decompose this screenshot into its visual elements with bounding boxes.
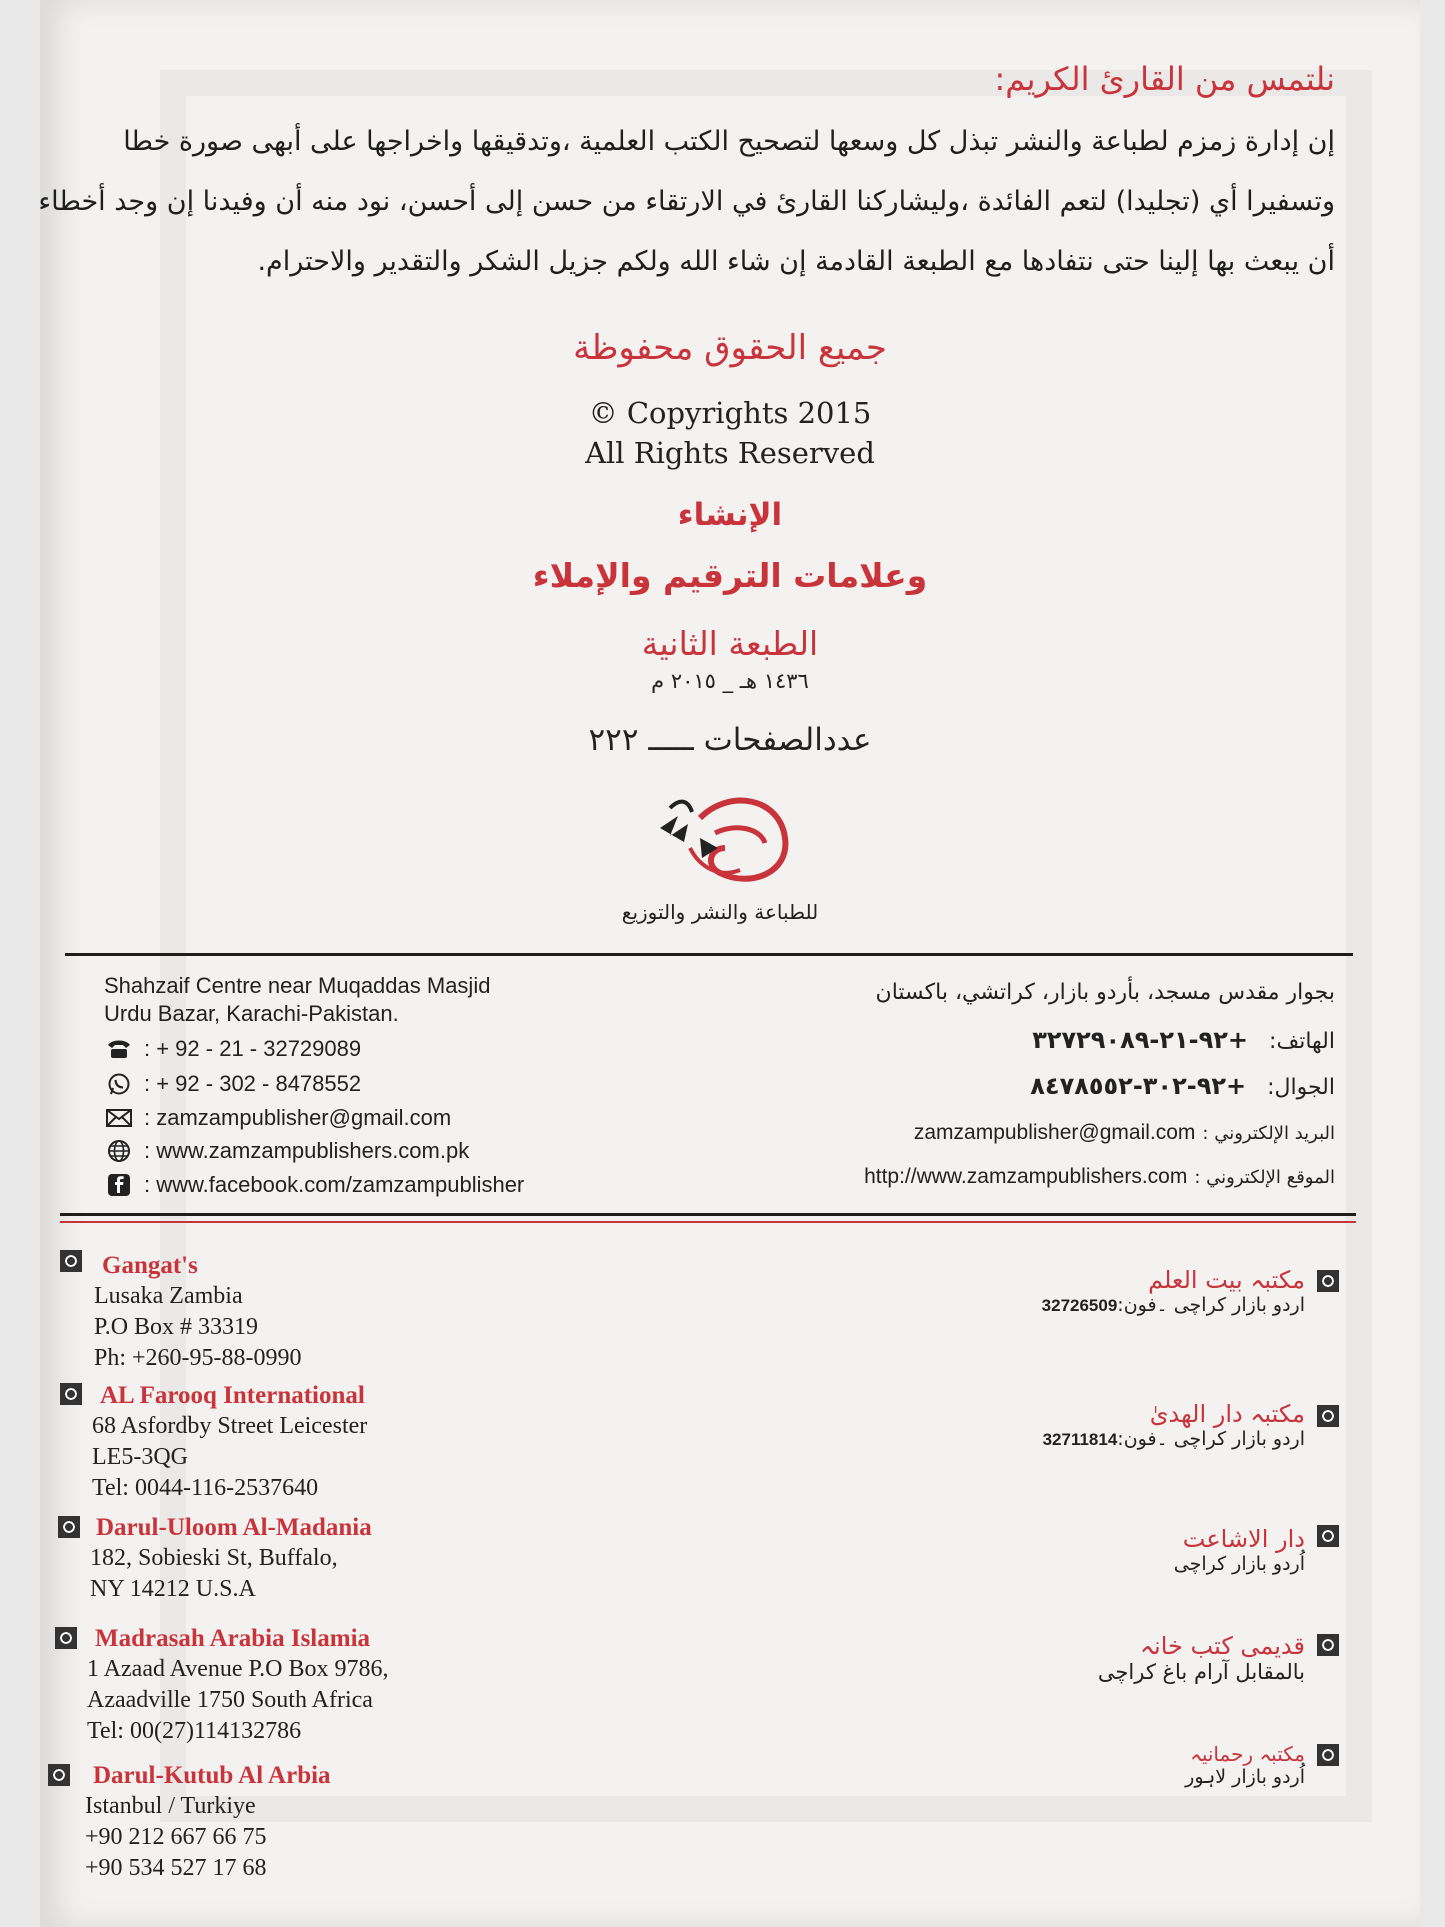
distributor-line: LE5-3QG: [92, 1444, 188, 1470]
phone-arabic-row: [1032, 1026, 1335, 1054]
notice-title: نلتمس من القارئ الكريم:: [994, 60, 1335, 98]
distributor-name: Darul-Uloom Al-Madania: [96, 1514, 372, 1541]
distributor-line: Ph: +260-95-88-0990: [94, 1345, 302, 1371]
urdu-distributor-entry: [1098, 1632, 1305, 1684]
distributor-name: Gangat's: [102, 1252, 198, 1279]
email-arabic-row: [914, 1120, 1335, 1145]
facebook-icon: [104, 1173, 134, 1197]
distributor-entry: [94, 1250, 302, 1374]
urdu-distributor-entry: [1042, 1266, 1305, 1316]
distributor-entry: [90, 1512, 372, 1605]
distributor-name: Madrasah Arabia Islamia: [95, 1625, 371, 1652]
website-value: http://www.zamzampublishers.com: [864, 1165, 1188, 1188]
distributor-entry: [92, 1380, 367, 1504]
distributor-line: Lusaka Zambia: [94, 1283, 243, 1309]
distributor-line: Istanbul / Turkiye: [85, 1793, 256, 1819]
urdu-distributor-line: [1042, 1294, 1305, 1316]
urdu-distributor-name: قدیمی کتب خانہ: [1139, 1632, 1305, 1660]
whatsapp-row: [104, 1071, 361, 1097]
address-line: Urdu Bazar, Karachi-Pakistan.: [104, 1001, 399, 1026]
urdu-distributor-name: مکتبہ بیت العلم: [1148, 1266, 1305, 1294]
phone-value: +٩٢-٢١-٣٢٧٢٩٠٨٩: [1032, 1026, 1249, 1054]
distributor-line: Tel: 0044-116-2537640: [92, 1475, 319, 1501]
urdu-distributor-name: مکتبہ رحمانیہ: [1190, 1742, 1305, 1766]
bullet-icon: [60, 1383, 82, 1405]
logo-subtitle: للطباعة والنشر والتوزيع: [621, 900, 819, 924]
urdu-distributor-line: اُردو بازار کراچی: [1173, 1553, 1305, 1575]
address-line: Shahzaif Centre near Muqaddas Masjid: [104, 973, 491, 998]
mobile-value: +٩٢-٣٠٢-٨٤٧٨٥٥٢: [1030, 1072, 1247, 1100]
website-row: [104, 1138, 469, 1164]
distributor-line: 182, Sobieski St, Buffalo,: [90, 1545, 338, 1571]
urdu-distributor-line: بالمقابل آرام باغ کراچی: [1097, 1660, 1305, 1684]
rights-reserved-text: All Rights Reserved: [585, 436, 875, 470]
website-label: الموقع الإلكتروني :: [1194, 1167, 1335, 1188]
bullet-icon: [1317, 1634, 1339, 1656]
email-value: zamzampublisher@gmail.com: [913, 1121, 1196, 1144]
bullet-icon: [1317, 1744, 1339, 1766]
email-text: : zamzampublisher@gmail.com: [144, 1105, 452, 1130]
book-title-line1: الإنشاء: [677, 497, 783, 533]
urdu-phone-number: 32711814: [1042, 1430, 1118, 1449]
globe-icon: [104, 1139, 134, 1163]
rights-arabic: جميع الحقوق محفوظة: [573, 328, 887, 368]
email-row: [104, 1105, 451, 1131]
urdu-distributor-line: اُردو بازار لاہور: [1185, 1766, 1305, 1788]
distributor-line: NY 14212 U.S.A: [90, 1576, 256, 1602]
facebook-text: : www.facebook.com/zamzampublisher: [144, 1172, 525, 1197]
phone-row: [104, 1036, 361, 1062]
bullet-icon: [1317, 1405, 1339, 1427]
address-arabic: بجوار مقدس مسجد، بأردو بازار، كراتشي، باكستان: [875, 980, 1335, 1005]
distributor-name: AL Farooq International: [100, 1382, 365, 1409]
urdu-distributor-entry: [1043, 1400, 1305, 1450]
bullet-icon: [1317, 1270, 1339, 1292]
distributor-line: Tel: 00(27)114132786: [87, 1718, 302, 1744]
telephone-icon: [104, 1037, 134, 1061]
reader-notice: [38, 60, 1335, 292]
urdu-line-text: اردو بازار کراچی ۔فون:: [1117, 1294, 1305, 1316]
distributor-line: +90 212 667 66 75: [85, 1824, 267, 1850]
page-count: عددالصفحات ـــــ ٢٢٢: [588, 722, 872, 758]
facebook-row: [104, 1172, 524, 1198]
phone-label: الهاتف:: [1269, 1029, 1335, 1054]
bullet-icon: [55, 1627, 77, 1649]
urdu-line-text: اردو بازار کراچی ۔فون:: [1117, 1428, 1305, 1450]
notice-line: وتسفيرا أي (تجليدا) لتعم الفائدة ،وليشاركنا القارئ في الارتقاء من حسن إلى أحسن، نود منه أن وفيدنا إن وجد أخطاء: [38, 186, 1335, 217]
distributor-entry: [87, 1623, 389, 1747]
bullet-icon: [1317, 1525, 1339, 1547]
distributor-name: Darul-Kutub Al Arbia: [93, 1762, 331, 1789]
phone-text: : + 92 - 21 - 32729089: [144, 1036, 362, 1061]
website-text: : www.zamzampublishers.com.pk: [144, 1138, 470, 1163]
bullet-icon: [48, 1764, 70, 1786]
whatsapp-icon: [104, 1072, 134, 1096]
urdu-distributor-line: [1043, 1428, 1305, 1450]
notice-line: إن إدارة زمزم لطباعة والنشر تبذل كل وسعها لتصحيح الكتب العلمية ،وتدقيقها واخراجها على أبهى صورة خطا: [123, 126, 1335, 157]
email-label: البريد الإلكتروني :: [1202, 1123, 1335, 1144]
urdu-distributor-entry: [1174, 1525, 1305, 1575]
mobile-label: الجوال:: [1267, 1075, 1335, 1100]
publication-date: ١٤٣٦ هـ _ ٢٠١٥ م: [651, 669, 809, 693]
divider-red: [60, 1221, 1356, 1223]
website-arabic-row: [864, 1164, 1335, 1189]
edition-label: الطبعة الثانية: [641, 624, 819, 663]
zamzam-logo-icon: [640, 778, 800, 898]
distributor-line: +90 534 527 17 68: [85, 1855, 267, 1881]
divider: [60, 1213, 1356, 1216]
urdu-phone-number: 32726509: [1041, 1296, 1118, 1315]
divider: [65, 953, 1353, 956]
whatsapp-text: : + 92 - 302 - 8478552: [144, 1071, 362, 1096]
distributor-line: Azaadville 1750 South Africa: [87, 1687, 373, 1713]
book-title-line2: وعلامات الترقيم والإملاء: [532, 556, 928, 595]
copyright-text: © Copyrights 2015: [588, 396, 872, 430]
envelope-icon: [104, 1106, 134, 1130]
distributor-line: P.O Box # 33319: [94, 1314, 259, 1340]
urdu-distributor-entry: [1185, 1742, 1305, 1788]
urdu-distributor-name: مکتبہ دار الھدیٰ: [1149, 1400, 1305, 1428]
mobile-arabic-row: [1030, 1072, 1335, 1100]
address-english: [104, 972, 490, 1028]
notice-line: أن يبعث بها إلينا حتى نتفادها مع الطبعة القادمة إن شاء الله ولكم جزيل الشكر والتقدير والاحترام.: [257, 246, 1335, 277]
distributor-entry: [85, 1760, 331, 1884]
bullet-icon: [60, 1250, 82, 1272]
distributor-line: 1 Azaad Avenue P.O Box 9786,: [87, 1656, 389, 1682]
bullet-icon: [58, 1516, 80, 1538]
urdu-distributor-name: دار الاشاعت: [1182, 1525, 1305, 1553]
distributor-line: 68 Asfordby Street Leicester: [92, 1413, 368, 1439]
